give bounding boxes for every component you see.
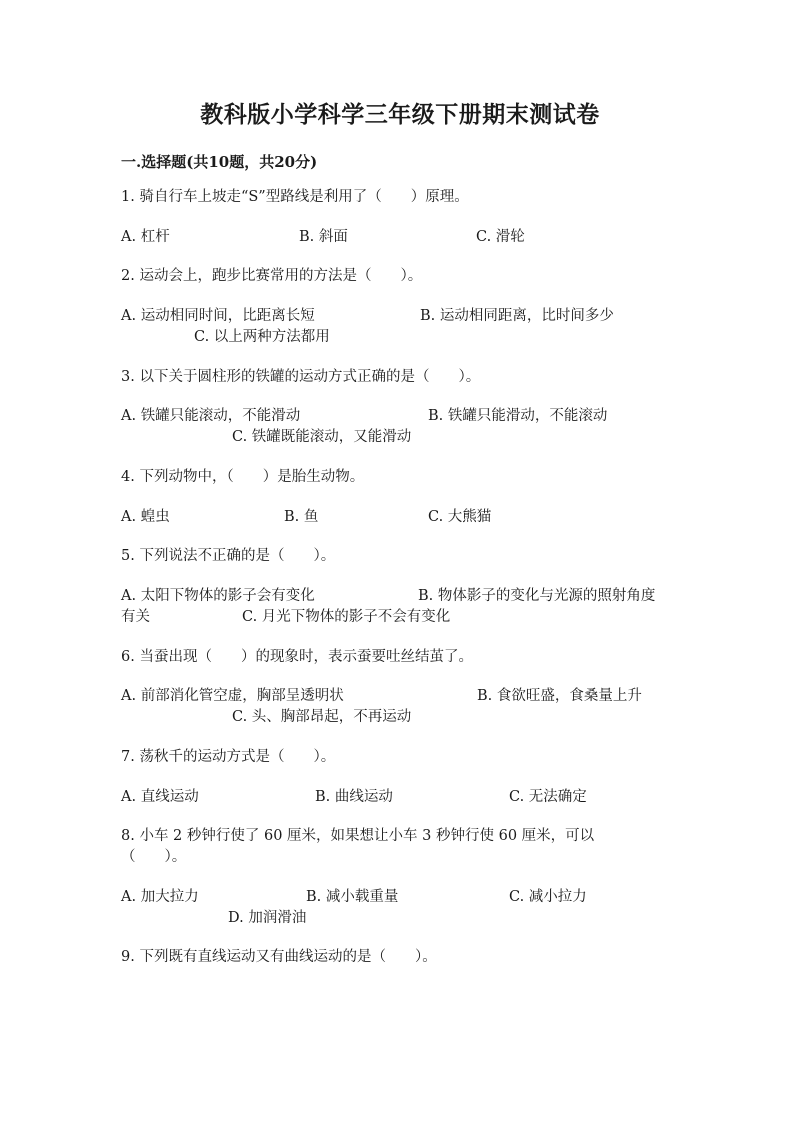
option-c: C. 月光下物体的影子不会有变化 [242, 609, 451, 625]
option-c: C. 头、胸部昂起，不再运动 [232, 709, 412, 725]
page-title: 教科版小学科学三年级下册期末测试卷 [200, 101, 600, 128]
option-c: C. 滑轮 [476, 229, 525, 245]
section-heading: 一.选择题(共10题，共20分) [121, 153, 318, 171]
question-stem: 8. 小车 2 秒钟行使了 60 厘米，如果想让小车 3 秒钟行使 60 厘米，可以 [121, 828, 595, 844]
option-a: A. 运动相同时间，比距离长短 [121, 308, 315, 324]
question-stem: 9. 下列既有直线运动又有曲线运动的是（ ）。 [121, 949, 437, 965]
option-b: B. 食欲旺盛，食桑量上升 [477, 688, 642, 704]
option-c: C. 无法确定 [509, 789, 587, 805]
option-a: A. 蝗虫 [121, 509, 170, 525]
question-stem: 7. 荡秋千的运动方式是（ ）。 [121, 749, 336, 765]
option-c: C. 铁罐既能滚动，又能滑动 [232, 429, 412, 445]
option-b-continued: 有关 [121, 609, 150, 625]
option-a: A. 太阳下物体的影子会有变化 [121, 588, 315, 604]
option-b: B. 物体影子的变化与光源的照射角度 [418, 588, 656, 604]
option-b: B. 曲线运动 [315, 789, 393, 805]
option-b: B. 斜面 [299, 229, 348, 245]
option-c: C. 以上两种方法都用 [194, 329, 330, 345]
question-stem: 1. 骑自行车上坡走“S”型路线是利用了（ ）原理。 [121, 189, 469, 205]
question-stem: 3. 以下关于圆柱形的铁罐的运动方式正确的是（ ）。 [121, 369, 481, 385]
option-b: B. 减小载重量 [306, 889, 399, 905]
question-stem: 2. 运动会上，跑步比赛常用的方法是（ ）。 [121, 268, 423, 284]
question-stem: 4. 下列动物中，（ ）是胎生动物。 [121, 469, 365, 485]
question-stem: 5. 下列说法不正确的是（ ）。 [121, 548, 336, 564]
option-c: C. 减小拉力 [509, 889, 587, 905]
option-a: A. 前部消化管空虚，胸部呈透明状 [121, 688, 344, 704]
option-a: A. 直线运动 [121, 789, 199, 805]
question-stem: 6. 当蚕出现（ ）的现象时，表示蚕要吐丝结茧了。 [121, 649, 473, 665]
option-a: A. 加大拉力 [121, 889, 199, 905]
option-b: B. 铁罐只能滑动，不能滚动 [428, 408, 608, 424]
option-b: B. 鱼 [284, 509, 319, 525]
option-c: C. 大熊猫 [428, 509, 492, 525]
option-d: D. 加润滑油 [228, 910, 307, 926]
option-a: A. 铁罐只能滚动，不能滑动 [121, 408, 301, 424]
option-a: A. 杠杆 [121, 229, 170, 245]
option-b: B. 运动相同距离，比时间多少 [420, 308, 614, 324]
question-stem-continued: （ ）。 [121, 849, 187, 865]
